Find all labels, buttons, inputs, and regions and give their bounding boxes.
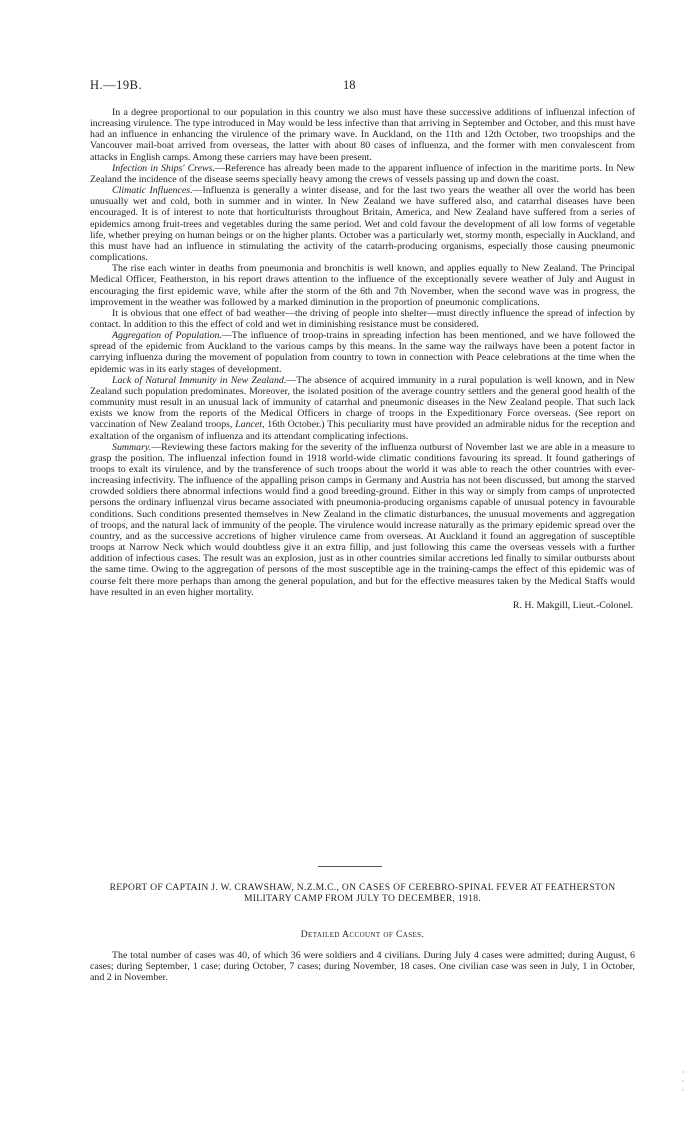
- paragraph: The rise each winter in deaths from pneumonia and bronchitis is well known, and applies equally to New Zealand. The Principal Medical Officer, Featherston, in his report draws attention to the influence of the exceptionally severe weather of July and August in encouraging the first epidemic wave, while after the storm of the 6th and 7th November, when the second wave was in progress, the improvement in the weather was followed by a marked diminution in the proportion of pneumonic complications.: [90, 263, 635, 308]
- paragraph-summary: [90, 442, 635, 598]
- divider: [318, 866, 382, 867]
- section-heading: Infection in Ships' Crews.: [112, 162, 215, 174]
- signature: R. H. Makgill, Lieut.-Colonel.: [512, 599, 633, 611]
- section-text: —The absence of acquired immunity in a rural population is well known, and in New Zealand such population predominates. Moreover, the isolated position of the average country settlers and the general good health of the community must result in an unusual lack of immunity of catarrhal and pneumonic diseases in the New Zealand people. That such lack exists we know from the reports of the Medical Officers in charge of troops in the Expeditionary Force overseas. (See report on vaccination of New Zealand troops,: [90, 374, 635, 431]
- section-heading: Climatic Influences.: [112, 185, 193, 197]
- section-text: —Influenza is generally a winter disease, and for the last two years the weather all over the world has been unusually wet and cold, both in summer and in winter. In New Zealand we have suffered also, and catarrhal diseases have been encouraged. It is of interest to note that horticulturists throughout Britain, America, and New Zealand have suffered from a series of epidemics among fruit-trees and vegetables during the same period. Wet and cold favour the development of all low forms of vegetable life, whether preying on human beings or on the higher plants. October was a particularly wet, stormy month, especially in Auckland, and this must have had an influence in stimulating the activity of the catarrh-producing organisms, especially those causing pneumonic complications.: [90, 185, 635, 264]
- paragraph-aggregation: [90, 330, 635, 375]
- paragraph-climatic: [90, 185, 635, 263]
- section-heading: Summary.: [112, 441, 152, 453]
- paragraph: In a degree proportional to our population in this country we also must have these successive additions of influenzal infection of increasing virulence. The type introduced in May would be less infective than that arriving in September and October, and this must have had an influence in enhancing the virulence of the primary wave. In Auckland, on the 11th and 12th October, two troopships and the Vancouver mail-boat arrived from overseas, the latter with about 80 cases of influenza, and the former with men convalescent from attacks in English camps. Among these carriers may have been present.: [90, 107, 635, 163]
- subheading: Detailed Account of Cases.: [300, 929, 425, 940]
- section-text: —The influence of troop-trains in spreading infection has been mentioned, and we have followed the spread of the epidemic from Auckland to the various camps by this means. In the same way the railways have been a potent factor in carrying influenza during the movement of population from country to town in connection with Peace celebrations at the time when the epidemic was in its early stages of development.: [90, 330, 635, 375]
- section-text: , 16th October.) This peculiarity must have provided an admirable nidus for the reception and exaltation of the organism of influenza and its attendant complicating infections.: [90, 419, 635, 442]
- section-heading: Lack of Natural Immunity in New Zealand.: [112, 374, 287, 386]
- section-heading: Aggregation of Population.: [112, 330, 222, 342]
- page-number: 18: [343, 78, 356, 92]
- paragraph-ships-crews: [90, 163, 635, 185]
- paragraph: It is obvious that one effect of bad weather—the driving of people into shelter—must directly influence the spread of infection by contact. In addition to this the effect of cold and wet in diminishing resistance must be considered.: [90, 307, 635, 330]
- paragraph-immunity: [90, 375, 635, 442]
- report-body: [90, 107, 635, 611]
- journal-name: Lancet: [235, 419, 263, 431]
- document-reference: H.—19B.: [90, 78, 143, 92]
- page-header: [90, 78, 620, 94]
- margin-mark: · · ·: [681, 1068, 685, 1095]
- report-title: REPORT OF CAPTAIN J. W. CRAWSHAW, N.Z.M.C., ON CASES OF CEREBRO-SPINAL FEVER AT FEATHERSTON MILITARY CAMP FROM JULY TO DECEMBER, 1918.: [109, 882, 616, 905]
- section-text: —Reference has already been made to the apparent influence of infection in the maritime ports. In New Zealand the incidence of the disease seems specially heavy among the crews of vessels passing up and down the coast.: [90, 162, 636, 185]
- paragraph: The total number of cases was 40, of which 36 were soldiers and 4 civilians. During July 4 cases were admitted; during August, 6 cases; during September, 1 case; during October, 7 cases; during November, 18 cases. One civilian case was seen in July, 1 in October, and 2 in November.: [90, 950, 635, 984]
- cases-body: [90, 950, 635, 983]
- section-text: —Reviewing these factors making for the severity of the influenza outburst of November last we are able in a measure to grasp the position. The influenzal infection found in 1918 world-wide climatic conditions favouring its spread. It found gatherings of troops to exalt its virulence, and by the transference of such troops about the world it was able to reach the other countries with ever-increasing infectivity. The influence of the appalling prison camps in Germany and Austria has not been discussed, but among the starved crowded soldiers there abnormal infections would find a good breeding-ground. Either in this way or simply from camps of unprotected persons the ordinary influenzal virus became associated with pneumonia-producing organisms capable of unusual potency in favourable conditions. Such conditions presented themselves in New Zealand in the climatic disturbances, the unusual movements and aggregation of troops, and the natural lack of immunity of the people. The virulence would increase naturally as the primary epidemic spread over the country, and as the successive accretions of higher virulence came from overseas. At Auckland it found an aggregation of susceptible troops at Narrow Neck which would doubtless give it an extra fillip, and just following this came the overseas vessels with a further addition of infectious cases. The result was an explosion, just as in other countries similar accretions led finally to similar outbursts about the same time. Owing to the aggregation of persons of the most susceptible age in the training-camps the effect of this epidemic was of course felt there more perhaps than among the general population, and but for the effective measures taken by the Medical Staffs would have resulted in an even higher mortality.: [90, 441, 635, 598]
